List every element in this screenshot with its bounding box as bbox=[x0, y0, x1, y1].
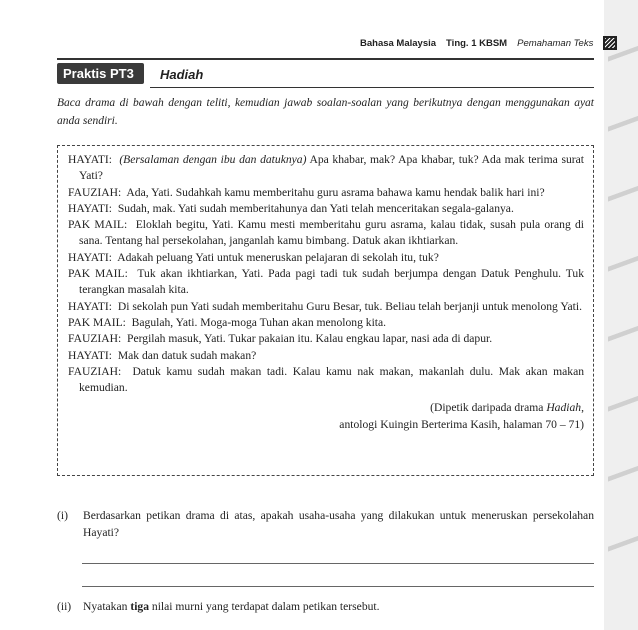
header-level: Ting. 1 KBSM bbox=[446, 37, 508, 49]
source-title: Hadiah bbox=[546, 401, 582, 415]
dialogue-line bbox=[68, 299, 584, 315]
margin-stripe bbox=[604, 460, 638, 486]
question-text bbox=[83, 599, 594, 616]
speaker-name: HAYATI: bbox=[68, 348, 113, 362]
publisher-logo-icon bbox=[603, 36, 617, 50]
dialogue-line bbox=[68, 201, 584, 217]
source-line2: antologi Kuingin Berterima Kasih, halaman 70 – 71) bbox=[339, 417, 584, 431]
dialogue-text: Sudah, mak. Yati sudah memberitahunya dan Yati telah menceritakan segala-galanya. bbox=[117, 201, 514, 215]
dialogue-text: Di sekolah pun Yati sudah memberitahu Guru Besar, tuk. Beliau telah berjanji untuk menolong Yati. bbox=[117, 299, 583, 313]
speaker-name: HAYATI: bbox=[68, 153, 113, 166]
dialogue-line bbox=[68, 266, 584, 299]
margin-stripe bbox=[604, 180, 638, 206]
margin-stripe bbox=[604, 530, 638, 556]
margin-stripe bbox=[604, 110, 638, 136]
margin-decoration bbox=[604, 0, 638, 630]
title-rule bbox=[150, 87, 594, 88]
speaker-name: FAUZIAH: bbox=[68, 364, 122, 378]
speaker-name: FAUZIAH: bbox=[68, 185, 122, 199]
margin-stripe bbox=[604, 320, 638, 346]
dialogue-text: Datuk kamu sudah makan tadi. Kalau kamu nak makan, makanlah dulu. Mak akan makan kemudian. bbox=[79, 364, 585, 395]
instruction-text: Baca drama di bawah dengan teliti, kemudian jawab soalan-soalan yang berikutnya dengan menggunakan ayat anda sendiri. bbox=[57, 97, 594, 127]
dialogue-line bbox=[68, 185, 584, 201]
section-title: Hadiah bbox=[160, 67, 204, 82]
source-suffix: , bbox=[581, 401, 584, 415]
dialogue-line bbox=[68, 315, 584, 331]
speaker-name: PAK MAIL: bbox=[68, 267, 128, 281]
speaker-name: FAUZIAH: bbox=[68, 332, 122, 346]
dialogue-text: Tuk akan ikhtiarkan, Yati. Pada pagi tadi tuk sudah berjumpa dengan Datuk Penghulu. Tuk terangkan masalah kita. bbox=[79, 267, 584, 297]
dialogue-line bbox=[68, 364, 584, 397]
speaker-name: HAYATI: bbox=[68, 201, 113, 215]
dialogue-text: Mak dan datuk sudah makan? bbox=[117, 348, 257, 362]
dialogue-line bbox=[68, 250, 584, 266]
header-topic: Pemahaman Teks bbox=[517, 37, 594, 49]
speaker-name: PAK MAIL: bbox=[68, 315, 126, 329]
margin-stripe bbox=[604, 250, 638, 276]
question-number: (i) bbox=[57, 509, 68, 522]
page-header bbox=[360, 36, 617, 50]
drama-dialogue bbox=[68, 152, 584, 433]
section-label: Praktis PT3 bbox=[57, 63, 144, 84]
dialogue-text: Eloklah begitu, Yati. Kamu mesti memberitahu guru asrama, kalau tidak, susah pula orang di sana. Tentang hal persekolahan, janganlah kamu bimbang. Datuk akan ikhtiarkan. bbox=[79, 218, 585, 248]
question-1 bbox=[57, 508, 594, 541]
dialogue-text: Pergilah masuk, Yati. Tukar pakaian itu. Kalau engkau lapar, nasi ada di dapur. bbox=[127, 332, 493, 346]
question-emphasis: tiga bbox=[130, 600, 150, 613]
dialogue-line bbox=[68, 217, 584, 250]
stage-direction: (Bersalaman dengan ibu dan datuknya) bbox=[119, 153, 307, 166]
answer-line[interactable] bbox=[82, 586, 594, 587]
question-number: (ii) bbox=[57, 600, 72, 613]
dialogue-text: Adakah peluang Yati untuk meneruskan pelajaran di sekolah itu, tuk? bbox=[117, 250, 439, 264]
speaker-name: PAK MAIL: bbox=[68, 218, 128, 232]
answer-line[interactable] bbox=[82, 563, 594, 564]
question-text-part: Nyatakan bbox=[83, 600, 131, 613]
dialogue-text: Bagulah, Yati. Moga-moga Tuhan akan menolong kita. bbox=[131, 315, 387, 329]
passage-source bbox=[68, 400, 584, 433]
speaker-name: HAYATI: bbox=[68, 299, 113, 313]
dialogue-text: Ada, Yati. Sudahkah kamu memberitahu guru asrama bahawa kamu hendak balik hari ini? bbox=[126, 185, 545, 199]
dialogue-line bbox=[68, 152, 584, 185]
dialogue-text: Apa khabar, mak? Apa khabar, tuk? Ada mak terima surat Yati? bbox=[79, 153, 584, 183]
margin-stripe bbox=[604, 390, 638, 416]
question-text: Berdasarkan petikan drama di atas, apakah usaha-usaha yang dilakukan untuk meneruskan persekolahan Hayati? bbox=[83, 509, 594, 539]
source-prefix: (Dipetik daripada drama bbox=[430, 401, 547, 415]
dialogue-line bbox=[68, 348, 584, 364]
question-2 bbox=[57, 599, 594, 616]
header-subject: Bahasa Malaysia bbox=[360, 37, 437, 49]
speaker-name: HAYATI: bbox=[68, 250, 113, 264]
question-text-part: nilai murni yang terdapat dalam petikan tersebut. bbox=[149, 600, 380, 613]
dialogue-line bbox=[68, 331, 584, 347]
header-rule bbox=[57, 58, 594, 60]
